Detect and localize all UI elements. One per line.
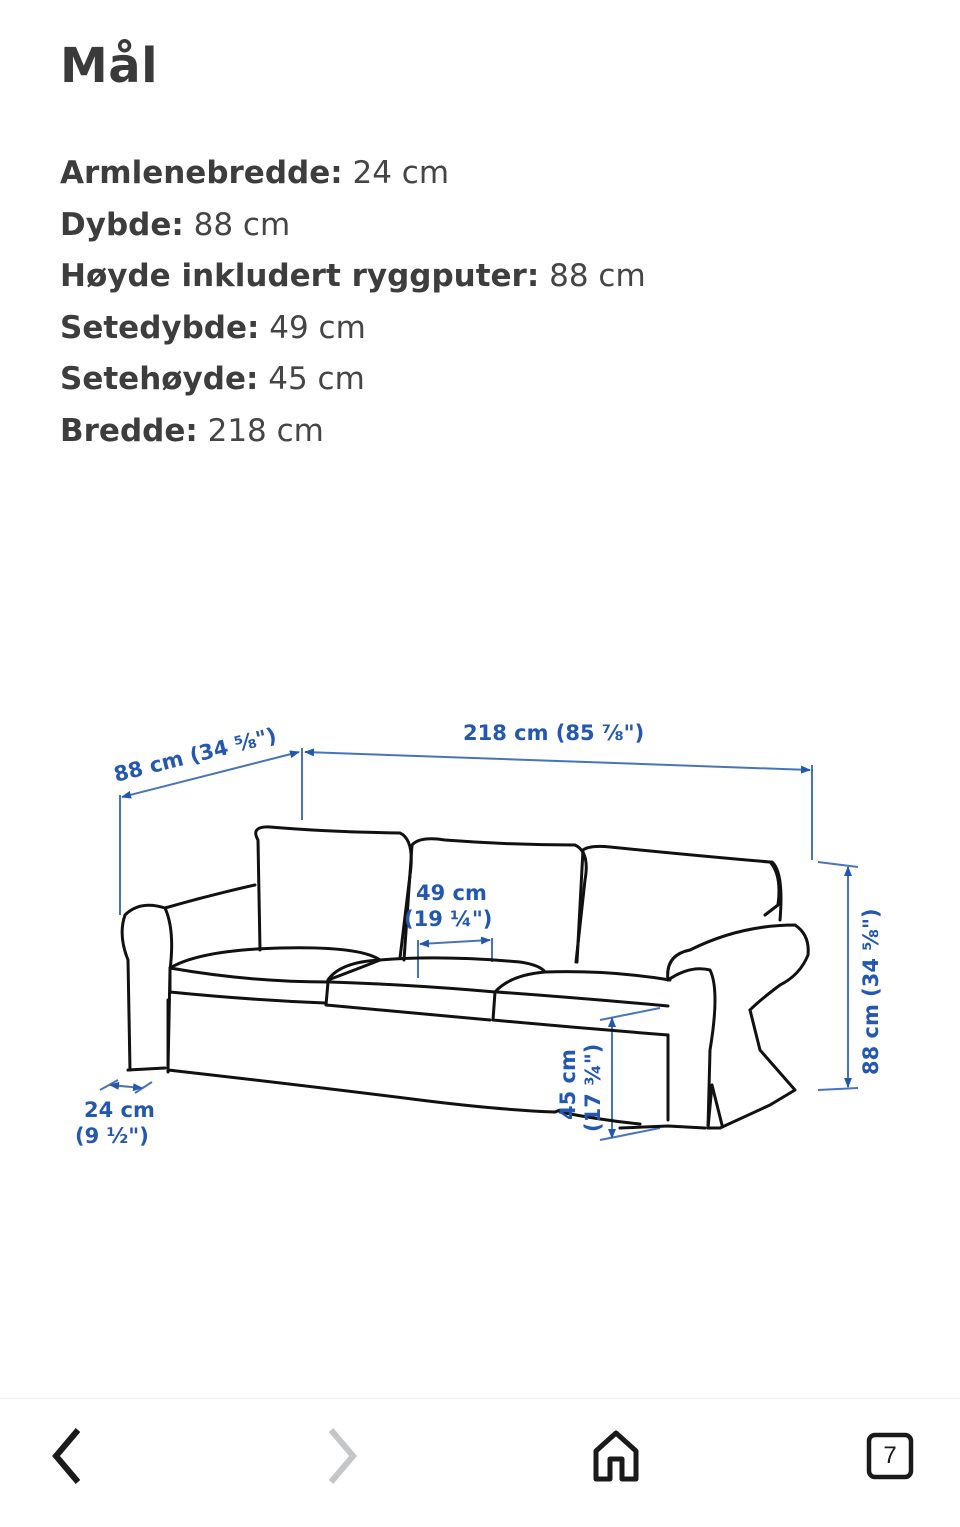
spec-width xyxy=(60,406,646,458)
sofa-dimension-diagram xyxy=(60,700,900,1260)
home-icon xyxy=(591,1429,641,1483)
tab-count: 7 xyxy=(883,1442,897,1469)
spec-value: 45 cm xyxy=(258,361,365,398)
sofa-drawing xyxy=(60,700,900,1260)
height-dimension-label: 88 cm (34 ⅝") xyxy=(859,908,883,1075)
spec-value: 88 cm xyxy=(539,258,646,295)
chevron-left-icon xyxy=(48,1426,88,1486)
armrest-width-label-cm: 24 cm xyxy=(84,1098,155,1122)
spec-value: 24 cm xyxy=(342,155,450,191)
spec-label: Høyde inkludert ryggputer: xyxy=(60,258,540,295)
home-button[interactable] xyxy=(581,1421,651,1491)
page-title: Mål xyxy=(60,38,159,94)
spec-armrest-width xyxy=(60,148,646,200)
chevron-right-icon xyxy=(321,1426,361,1486)
seat-depth-label-cm: 49 cm xyxy=(416,881,487,905)
depth-dimension-label: 88 cm (34 ⅝") xyxy=(111,723,279,787)
spec-value: 49 cm xyxy=(259,309,366,346)
armrest-width-label-in: (9 ½") xyxy=(75,1124,149,1148)
spec-value: 218 cm xyxy=(197,412,324,449)
tabs-button[interactable] xyxy=(855,1421,925,1491)
browser-bottom-toolbar xyxy=(0,1398,960,1527)
seat-depth-label-in: (19 ¼") xyxy=(404,907,493,931)
back-button[interactable] xyxy=(33,1421,103,1491)
spec-height-incl-back-cushions xyxy=(60,251,646,303)
forward-button[interactable] xyxy=(306,1421,376,1491)
spec-depth xyxy=(60,200,646,252)
spec-seat-depth xyxy=(60,303,646,355)
spec-label: Setedybde: xyxy=(60,309,260,346)
dimensions-list xyxy=(60,148,646,458)
spec-label: Dybde: xyxy=(60,206,184,243)
width-dimension-label: 218 cm (85 ⅞") xyxy=(463,721,645,745)
spec-label: Setehøyde: xyxy=(60,361,259,398)
spec-value: 88 cm xyxy=(183,206,291,243)
spec-label: Bredde: xyxy=(60,412,198,449)
spec-label: Armlenebredde: xyxy=(60,155,343,191)
spec-seat-height xyxy=(60,354,646,406)
seat-height-label-in: (17 ¾") xyxy=(581,1043,605,1132)
seat-height-label-cm: 45 cm xyxy=(556,1049,580,1120)
